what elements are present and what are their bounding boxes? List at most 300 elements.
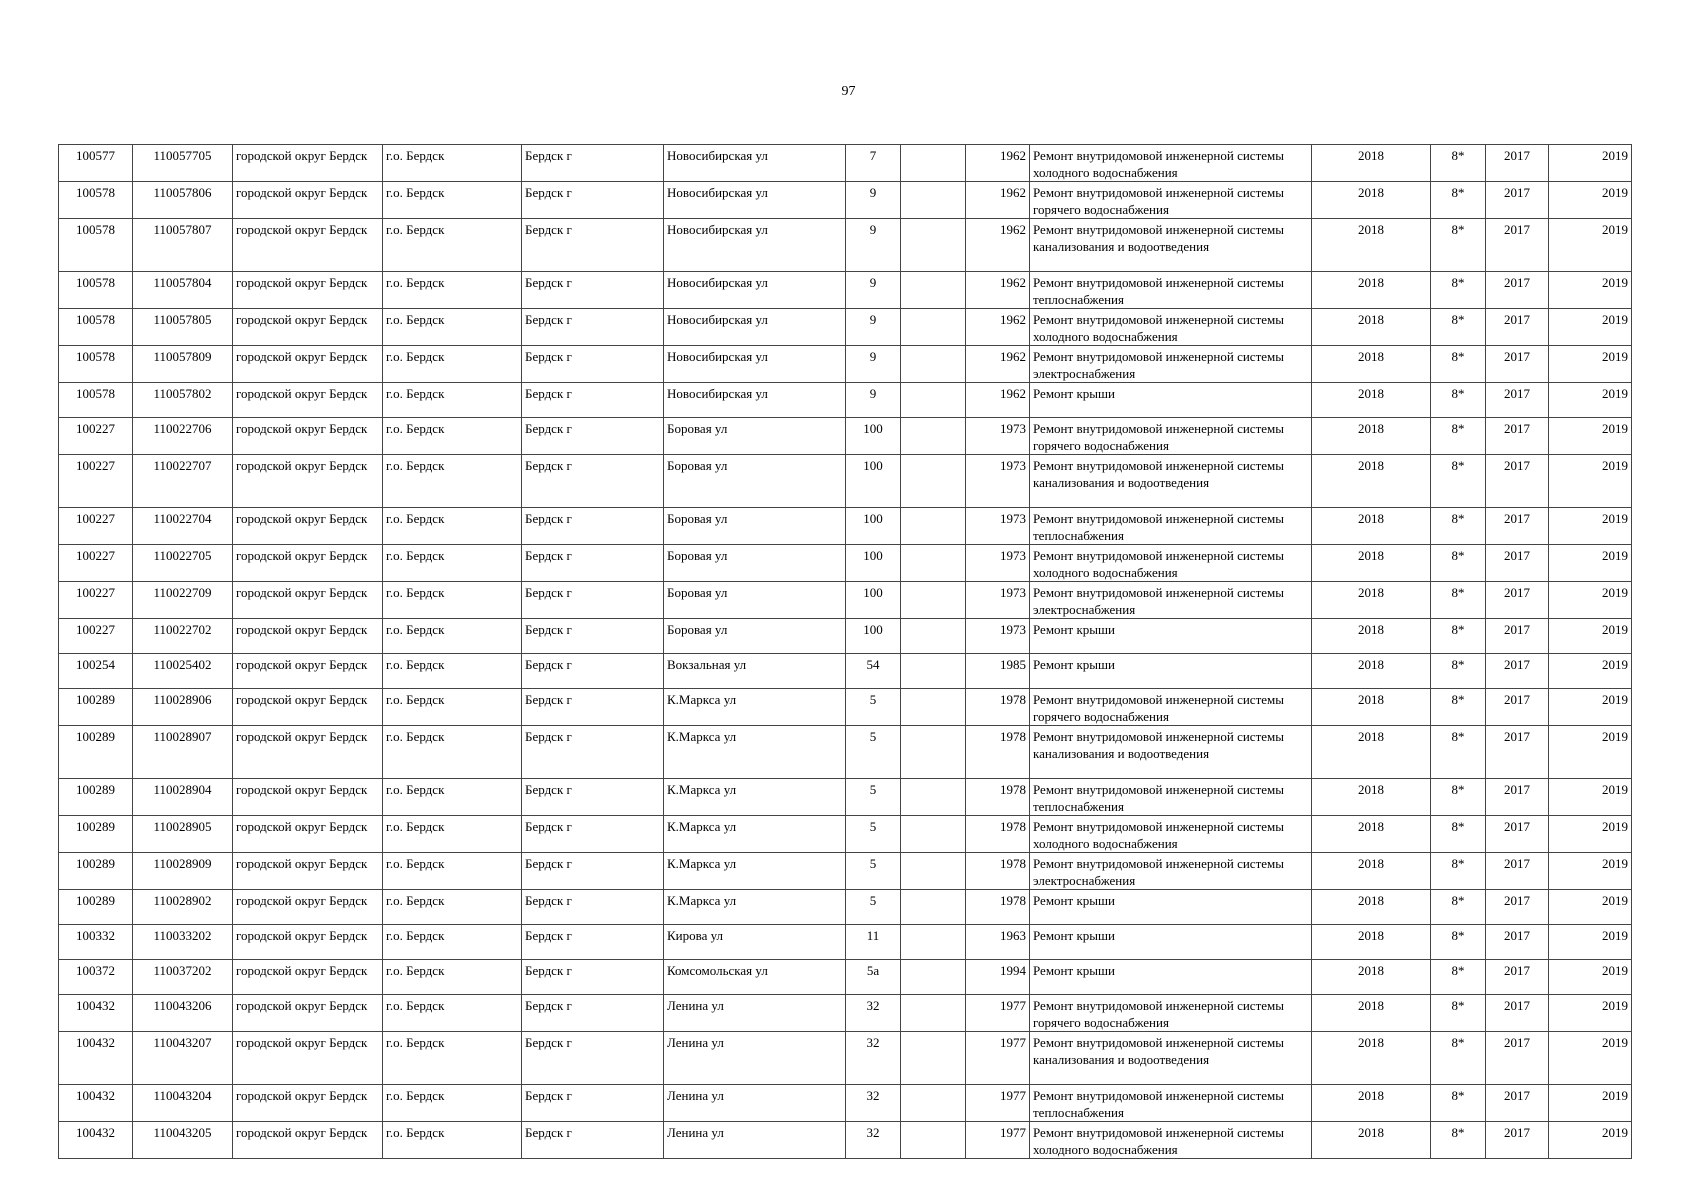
cell-municipality: городской округ Бердск bbox=[233, 853, 383, 890]
cell-end-year: 2019 bbox=[1549, 418, 1632, 455]
cell-plan-year: 2018 bbox=[1312, 619, 1431, 654]
cell-house-number: 32 bbox=[846, 1122, 901, 1159]
cell-year-built: 1962 bbox=[966, 309, 1030, 346]
cell-district: г.о. Бердск bbox=[383, 1032, 522, 1085]
cell-start-year: 2017 bbox=[1486, 1032, 1549, 1085]
cell-building bbox=[901, 1032, 966, 1085]
cell-locality: Бердск г bbox=[522, 853, 664, 890]
cell-house-number: 100 bbox=[846, 619, 901, 654]
cell-year-built: 1962 bbox=[966, 272, 1030, 309]
cell-district: г.о. Бердск bbox=[383, 726, 522, 779]
cell-house-id: 100432 bbox=[59, 1085, 133, 1122]
cell-house-number: 9 bbox=[846, 346, 901, 383]
cell-locality: Бердск г bbox=[522, 545, 664, 582]
cell-street: Ленина ул bbox=[664, 1032, 846, 1085]
cell-work-type: Ремонт внутридомовой инженерной системы горячего водоснабжения bbox=[1030, 995, 1312, 1032]
cell-house-number: 100 bbox=[846, 545, 901, 582]
page-number: 97 bbox=[841, 84, 856, 99]
cell-building bbox=[901, 960, 966, 995]
cell-building bbox=[901, 816, 966, 853]
cell-start-year: 2017 bbox=[1486, 960, 1549, 995]
cell-priority: 8* bbox=[1431, 346, 1486, 383]
table-row bbox=[59, 383, 1632, 418]
cell-year-built: 1962 bbox=[966, 182, 1030, 219]
cell-locality: Бердск г bbox=[522, 582, 664, 619]
table-row bbox=[59, 1032, 1632, 1085]
cell-district: г.о. Бердск bbox=[383, 582, 522, 619]
table-row bbox=[59, 182, 1632, 219]
cell-priority: 8* bbox=[1431, 309, 1486, 346]
cell-start-year: 2017 bbox=[1486, 726, 1549, 779]
cell-house-id: 100227 bbox=[59, 418, 133, 455]
table-row bbox=[59, 816, 1632, 853]
cell-house-number: 100 bbox=[846, 418, 901, 455]
cell-priority: 8* bbox=[1431, 960, 1486, 995]
cell-work-id: 110043204 bbox=[133, 1085, 233, 1122]
cell-year-built: 1978 bbox=[966, 779, 1030, 816]
cell-building bbox=[901, 1085, 966, 1122]
cell-plan-year: 2018 bbox=[1312, 219, 1431, 272]
cell-year-built: 1994 bbox=[966, 960, 1030, 995]
cell-year-built: 1977 bbox=[966, 1085, 1030, 1122]
table-row bbox=[59, 309, 1632, 346]
cell-house-number: 32 bbox=[846, 1032, 901, 1085]
cell-priority: 8* bbox=[1431, 689, 1486, 726]
cell-work-id: 110028909 bbox=[133, 853, 233, 890]
cell-priority: 8* bbox=[1431, 508, 1486, 545]
cell-district: г.о. Бердск bbox=[383, 418, 522, 455]
cell-plan-year: 2018 bbox=[1312, 1122, 1431, 1159]
cell-work-type: Ремонт крыши bbox=[1030, 925, 1312, 960]
cell-house-number: 32 bbox=[846, 1085, 901, 1122]
cell-building bbox=[901, 455, 966, 508]
cell-district: г.о. Бердск bbox=[383, 1085, 522, 1122]
cell-start-year: 2017 bbox=[1486, 383, 1549, 418]
cell-municipality: городской округ Бердск bbox=[233, 545, 383, 582]
cell-work-type: Ремонт внутридомовой инженерной системы электроснабжения bbox=[1030, 346, 1312, 383]
cell-building bbox=[901, 995, 966, 1032]
cell-district: г.о. Бердск bbox=[383, 182, 522, 219]
cell-locality: Бердск г bbox=[522, 619, 664, 654]
cell-municipality: городской округ Бердск bbox=[233, 418, 383, 455]
cell-end-year: 2019 bbox=[1549, 508, 1632, 545]
cell-building bbox=[901, 619, 966, 654]
cell-end-year: 2019 bbox=[1549, 309, 1632, 346]
cell-work-id: 110022702 bbox=[133, 619, 233, 654]
cell-priority: 8* bbox=[1431, 455, 1486, 508]
cell-work-id: 110057804 bbox=[133, 272, 233, 309]
cell-house-number: 5а bbox=[846, 960, 901, 995]
cell-end-year: 2019 bbox=[1549, 689, 1632, 726]
cell-year-built: 1962 bbox=[966, 219, 1030, 272]
cell-start-year: 2017 bbox=[1486, 582, 1549, 619]
cell-street: К.Маркса ул bbox=[664, 689, 846, 726]
cell-work-type: Ремонт крыши bbox=[1030, 383, 1312, 418]
cell-house-number: 100 bbox=[846, 508, 901, 545]
cell-district: г.о. Бердск bbox=[383, 545, 522, 582]
cell-priority: 8* bbox=[1431, 418, 1486, 455]
table-row bbox=[59, 1122, 1632, 1159]
cell-plan-year: 2018 bbox=[1312, 508, 1431, 545]
cell-plan-year: 2018 bbox=[1312, 726, 1431, 779]
cell-plan-year: 2018 bbox=[1312, 545, 1431, 582]
cell-district: г.о. Бердск bbox=[383, 890, 522, 925]
cell-priority: 8* bbox=[1431, 726, 1486, 779]
cell-work-type: Ремонт внутридомовой инженерной системы электроснабжения bbox=[1030, 853, 1312, 890]
cell-building bbox=[901, 219, 966, 272]
cell-work-id: 110028905 bbox=[133, 816, 233, 853]
cell-house-number: 5 bbox=[846, 726, 901, 779]
cell-work-type: Ремонт внутридомовой инженерной системы холодного водоснабжения bbox=[1030, 816, 1312, 853]
cell-municipality: городской округ Бердск bbox=[233, 925, 383, 960]
cell-district: г.о. Бердск bbox=[383, 383, 522, 418]
cell-municipality: городской округ Бердск bbox=[233, 1085, 383, 1122]
cell-work-type: Ремонт крыши bbox=[1030, 960, 1312, 995]
cell-end-year: 2019 bbox=[1549, 1122, 1632, 1159]
cell-house-number: 9 bbox=[846, 219, 901, 272]
cell-locality: Бердск г bbox=[522, 346, 664, 383]
cell-year-built: 1977 bbox=[966, 995, 1030, 1032]
cell-street: К.Маркса ул bbox=[664, 890, 846, 925]
cell-priority: 8* bbox=[1431, 219, 1486, 272]
cell-year-built: 1978 bbox=[966, 726, 1030, 779]
cell-work-type: Ремонт внутридомовой инженерной системы канализования и водоотведения bbox=[1030, 726, 1312, 779]
cell-end-year: 2019 bbox=[1549, 545, 1632, 582]
cell-work-id: 110057802 bbox=[133, 383, 233, 418]
cell-street: Новосибирская ул bbox=[664, 383, 846, 418]
cell-district: г.о. Бердск bbox=[383, 145, 522, 182]
cell-house-id: 100289 bbox=[59, 853, 133, 890]
cell-house-id: 100254 bbox=[59, 654, 133, 689]
cell-work-id: 110057805 bbox=[133, 309, 233, 346]
table-row bbox=[59, 508, 1632, 545]
cell-building bbox=[901, 726, 966, 779]
cell-end-year: 2019 bbox=[1549, 960, 1632, 995]
cell-plan-year: 2018 bbox=[1312, 418, 1431, 455]
cell-work-type: Ремонт крыши bbox=[1030, 619, 1312, 654]
table-row bbox=[59, 995, 1632, 1032]
cell-work-id: 110022706 bbox=[133, 418, 233, 455]
cell-plan-year: 2018 bbox=[1312, 925, 1431, 960]
table-body bbox=[59, 145, 1632, 1159]
cell-district: г.о. Бердск bbox=[383, 455, 522, 508]
cell-street: Ленина ул bbox=[664, 1085, 846, 1122]
capital-repair-table bbox=[58, 144, 1632, 1159]
cell-street: Ленина ул bbox=[664, 995, 846, 1032]
cell-work-type: Ремонт внутридомовой инженерной системы теплоснабжения bbox=[1030, 508, 1312, 545]
cell-end-year: 2019 bbox=[1549, 995, 1632, 1032]
cell-district: г.о. Бердск bbox=[383, 654, 522, 689]
cell-end-year: 2019 bbox=[1549, 619, 1632, 654]
cell-locality: Бердск г bbox=[522, 689, 664, 726]
cell-end-year: 2019 bbox=[1549, 383, 1632, 418]
cell-priority: 8* bbox=[1431, 654, 1486, 689]
table-row bbox=[59, 925, 1632, 960]
cell-municipality: городской округ Бердск bbox=[233, 960, 383, 995]
table-row bbox=[59, 545, 1632, 582]
cell-municipality: городской округ Бердск bbox=[233, 816, 383, 853]
cell-house-id: 100227 bbox=[59, 582, 133, 619]
cell-work-type: Ремонт внутридомовой инженерной системы канализования и водоотведения bbox=[1030, 1032, 1312, 1085]
cell-start-year: 2017 bbox=[1486, 890, 1549, 925]
cell-plan-year: 2018 bbox=[1312, 890, 1431, 925]
cell-locality: Бердск г bbox=[522, 1085, 664, 1122]
cell-house-number: 5 bbox=[846, 816, 901, 853]
cell-work-id: 110043207 bbox=[133, 1032, 233, 1085]
cell-year-built: 1973 bbox=[966, 455, 1030, 508]
cell-plan-year: 2018 bbox=[1312, 853, 1431, 890]
cell-locality: Бердск г bbox=[522, 925, 664, 960]
cell-district: г.о. Бердск bbox=[383, 689, 522, 726]
cell-building bbox=[901, 582, 966, 619]
cell-house-id: 100432 bbox=[59, 1032, 133, 1085]
cell-priority: 8* bbox=[1431, 272, 1486, 309]
cell-year-built: 1973 bbox=[966, 418, 1030, 455]
cell-start-year: 2017 bbox=[1486, 219, 1549, 272]
cell-district: г.о. Бердск bbox=[383, 816, 522, 853]
cell-municipality: городской округ Бердск bbox=[233, 582, 383, 619]
cell-work-type: Ремонт внутридомовой инженерной системы электроснабжения bbox=[1030, 582, 1312, 619]
cell-house-number: 9 bbox=[846, 309, 901, 346]
cell-street: К.Маркса ул bbox=[664, 853, 846, 890]
cell-priority: 8* bbox=[1431, 853, 1486, 890]
cell-start-year: 2017 bbox=[1486, 182, 1549, 219]
cell-house-id: 100289 bbox=[59, 816, 133, 853]
cell-house-number: 32 bbox=[846, 995, 901, 1032]
table-row bbox=[59, 582, 1632, 619]
cell-municipality: городской округ Бердск bbox=[233, 346, 383, 383]
cell-start-year: 2017 bbox=[1486, 619, 1549, 654]
cell-street: Комсомольская ул bbox=[664, 960, 846, 995]
cell-start-year: 2017 bbox=[1486, 689, 1549, 726]
cell-work-type: Ремонт внутридомовой инженерной системы холодного водоснабжения bbox=[1030, 145, 1312, 182]
cell-building bbox=[901, 779, 966, 816]
cell-work-id: 110022705 bbox=[133, 545, 233, 582]
cell-house-number: 5 bbox=[846, 890, 901, 925]
cell-building bbox=[901, 272, 966, 309]
cell-start-year: 2017 bbox=[1486, 418, 1549, 455]
cell-start-year: 2017 bbox=[1486, 455, 1549, 508]
cell-locality: Бердск г bbox=[522, 1032, 664, 1085]
cell-building bbox=[901, 890, 966, 925]
cell-end-year: 2019 bbox=[1549, 890, 1632, 925]
cell-plan-year: 2018 bbox=[1312, 1085, 1431, 1122]
table-row bbox=[59, 890, 1632, 925]
cell-start-year: 2017 bbox=[1486, 654, 1549, 689]
cell-street: К.Маркса ул bbox=[664, 726, 846, 779]
cell-house-id: 100227 bbox=[59, 545, 133, 582]
cell-end-year: 2019 bbox=[1549, 346, 1632, 383]
cell-building bbox=[901, 925, 966, 960]
cell-priority: 8* bbox=[1431, 779, 1486, 816]
cell-work-id: 110043205 bbox=[133, 1122, 233, 1159]
cell-work-id: 110043206 bbox=[133, 995, 233, 1032]
cell-locality: Бердск г bbox=[522, 145, 664, 182]
cell-plan-year: 2018 bbox=[1312, 689, 1431, 726]
cell-priority: 8* bbox=[1431, 619, 1486, 654]
cell-district: г.о. Бердск bbox=[383, 309, 522, 346]
cell-start-year: 2017 bbox=[1486, 995, 1549, 1032]
cell-street: К.Маркса ул bbox=[664, 816, 846, 853]
cell-year-built: 1973 bbox=[966, 508, 1030, 545]
cell-house-id: 100578 bbox=[59, 346, 133, 383]
cell-end-year: 2019 bbox=[1549, 654, 1632, 689]
table-row bbox=[59, 455, 1632, 508]
cell-year-built: 1973 bbox=[966, 545, 1030, 582]
cell-building bbox=[901, 545, 966, 582]
cell-year-built: 1973 bbox=[966, 582, 1030, 619]
cell-work-type: Ремонт внутридомовой инженерной системы горячего водоснабжения bbox=[1030, 689, 1312, 726]
cell-locality: Бердск г bbox=[522, 1122, 664, 1159]
cell-end-year: 2019 bbox=[1549, 853, 1632, 890]
cell-district: г.о. Бердск bbox=[383, 1122, 522, 1159]
cell-plan-year: 2018 bbox=[1312, 816, 1431, 853]
cell-plan-year: 2018 bbox=[1312, 1032, 1431, 1085]
cell-building bbox=[901, 346, 966, 383]
cell-locality: Бердск г bbox=[522, 995, 664, 1032]
cell-end-year: 2019 bbox=[1549, 455, 1632, 508]
cell-house-number: 100 bbox=[846, 582, 901, 619]
cell-end-year: 2019 bbox=[1549, 582, 1632, 619]
cell-house-id: 100578 bbox=[59, 219, 133, 272]
cell-municipality: городской округ Бердск bbox=[233, 145, 383, 182]
cell-locality: Бердск г bbox=[522, 455, 664, 508]
cell-plan-year: 2018 bbox=[1312, 272, 1431, 309]
cell-work-type: Ремонт внутридомовой инженерной системы теплоснабжения bbox=[1030, 779, 1312, 816]
cell-municipality: городской округ Бердск bbox=[233, 654, 383, 689]
cell-house-number: 54 bbox=[846, 654, 901, 689]
cell-locality: Бердск г bbox=[522, 272, 664, 309]
cell-building bbox=[901, 383, 966, 418]
cell-plan-year: 2018 bbox=[1312, 455, 1431, 508]
cell-start-year: 2017 bbox=[1486, 779, 1549, 816]
cell-municipality: городской округ Бердск bbox=[233, 309, 383, 346]
cell-year-built: 1977 bbox=[966, 1032, 1030, 1085]
cell-municipality: городской округ Бердск bbox=[233, 1032, 383, 1085]
cell-street: Новосибирская ул bbox=[664, 309, 846, 346]
cell-year-built: 1978 bbox=[966, 890, 1030, 925]
cell-priority: 8* bbox=[1431, 182, 1486, 219]
cell-priority: 8* bbox=[1431, 1032, 1486, 1085]
cell-start-year: 2017 bbox=[1486, 545, 1549, 582]
cell-locality: Бердск г bbox=[522, 383, 664, 418]
cell-plan-year: 2018 bbox=[1312, 779, 1431, 816]
cell-building bbox=[901, 182, 966, 219]
cell-work-id: 110057806 bbox=[133, 182, 233, 219]
cell-priority: 8* bbox=[1431, 890, 1486, 925]
cell-work-id: 110057705 bbox=[133, 145, 233, 182]
cell-priority: 8* bbox=[1431, 995, 1486, 1032]
cell-district: г.о. Бердск bbox=[383, 346, 522, 383]
cell-building bbox=[901, 145, 966, 182]
cell-work-id: 110022709 bbox=[133, 582, 233, 619]
cell-house-number: 7 bbox=[846, 145, 901, 182]
cell-start-year: 2017 bbox=[1486, 853, 1549, 890]
cell-street: Боровая ул bbox=[664, 545, 846, 582]
cell-priority: 8* bbox=[1431, 582, 1486, 619]
table-row bbox=[59, 145, 1632, 182]
cell-work-type: Ремонт внутридомовой инженерной системы теплоснабжения bbox=[1030, 272, 1312, 309]
cell-street: Новосибирская ул bbox=[664, 219, 846, 272]
cell-house-id: 100289 bbox=[59, 689, 133, 726]
cell-priority: 8* bbox=[1431, 925, 1486, 960]
cell-start-year: 2017 bbox=[1486, 272, 1549, 309]
cell-work-id: 110028906 bbox=[133, 689, 233, 726]
cell-building bbox=[901, 853, 966, 890]
cell-municipality: городской округ Бердск bbox=[233, 779, 383, 816]
cell-start-year: 2017 bbox=[1486, 816, 1549, 853]
cell-plan-year: 2018 bbox=[1312, 383, 1431, 418]
table-row bbox=[59, 346, 1632, 383]
cell-work-type: Ремонт внутридомовой инженерной системы холодного водоснабжения bbox=[1030, 309, 1312, 346]
cell-house-id: 100432 bbox=[59, 1122, 133, 1159]
cell-year-built: 1978 bbox=[966, 816, 1030, 853]
cell-end-year: 2019 bbox=[1549, 182, 1632, 219]
cell-end-year: 2019 bbox=[1549, 816, 1632, 853]
cell-plan-year: 2018 bbox=[1312, 582, 1431, 619]
cell-house-number: 5 bbox=[846, 689, 901, 726]
cell-work-type: Ремонт крыши bbox=[1030, 654, 1312, 689]
cell-priority: 8* bbox=[1431, 545, 1486, 582]
table-row bbox=[59, 960, 1632, 995]
cell-year-built: 1977 bbox=[966, 1122, 1030, 1159]
table-row bbox=[59, 853, 1632, 890]
cell-municipality: городской округ Бердск bbox=[233, 182, 383, 219]
cell-district: г.о. Бердск bbox=[383, 619, 522, 654]
cell-work-id: 110057809 bbox=[133, 346, 233, 383]
cell-end-year: 2019 bbox=[1549, 272, 1632, 309]
cell-house-number: 11 bbox=[846, 925, 901, 960]
cell-locality: Бердск г bbox=[522, 219, 664, 272]
cell-end-year: 2019 bbox=[1549, 726, 1632, 779]
cell-street: Новосибирская ул bbox=[664, 182, 846, 219]
cell-year-built: 1978 bbox=[966, 853, 1030, 890]
cell-priority: 8* bbox=[1431, 816, 1486, 853]
cell-work-type: Ремонт внутридомовой инженерной системы горячего водоснабжения bbox=[1030, 418, 1312, 455]
cell-district: г.о. Бердск bbox=[383, 508, 522, 545]
cell-house-id: 100372 bbox=[59, 960, 133, 995]
table-row bbox=[59, 654, 1632, 689]
cell-district: г.о. Бердск bbox=[383, 779, 522, 816]
table-row bbox=[59, 726, 1632, 779]
cell-year-built: 1985 bbox=[966, 654, 1030, 689]
cell-house-id: 100289 bbox=[59, 726, 133, 779]
cell-work-id: 110028904 bbox=[133, 779, 233, 816]
cell-building bbox=[901, 508, 966, 545]
cell-district: г.о. Бердск bbox=[383, 272, 522, 309]
cell-house-id: 100577 bbox=[59, 145, 133, 182]
cell-plan-year: 2018 bbox=[1312, 182, 1431, 219]
cell-house-id: 100432 bbox=[59, 995, 133, 1032]
cell-street: Вокзальная ул bbox=[664, 654, 846, 689]
cell-house-id: 100578 bbox=[59, 309, 133, 346]
cell-locality: Бердск г bbox=[522, 816, 664, 853]
cell-end-year: 2019 bbox=[1549, 219, 1632, 272]
cell-year-built: 1963 bbox=[966, 925, 1030, 960]
cell-year-built: 1973 bbox=[966, 619, 1030, 654]
cell-year-built: 1962 bbox=[966, 145, 1030, 182]
cell-start-year: 2017 bbox=[1486, 925, 1549, 960]
cell-municipality: городской округ Бердск bbox=[233, 272, 383, 309]
cell-locality: Бердск г bbox=[522, 960, 664, 995]
cell-plan-year: 2018 bbox=[1312, 309, 1431, 346]
cell-house-id: 100578 bbox=[59, 182, 133, 219]
cell-street: Новосибирская ул bbox=[664, 145, 846, 182]
cell-work-id: 110028902 bbox=[133, 890, 233, 925]
table-row bbox=[59, 689, 1632, 726]
cell-house-id: 100289 bbox=[59, 779, 133, 816]
cell-work-id: 110057807 bbox=[133, 219, 233, 272]
